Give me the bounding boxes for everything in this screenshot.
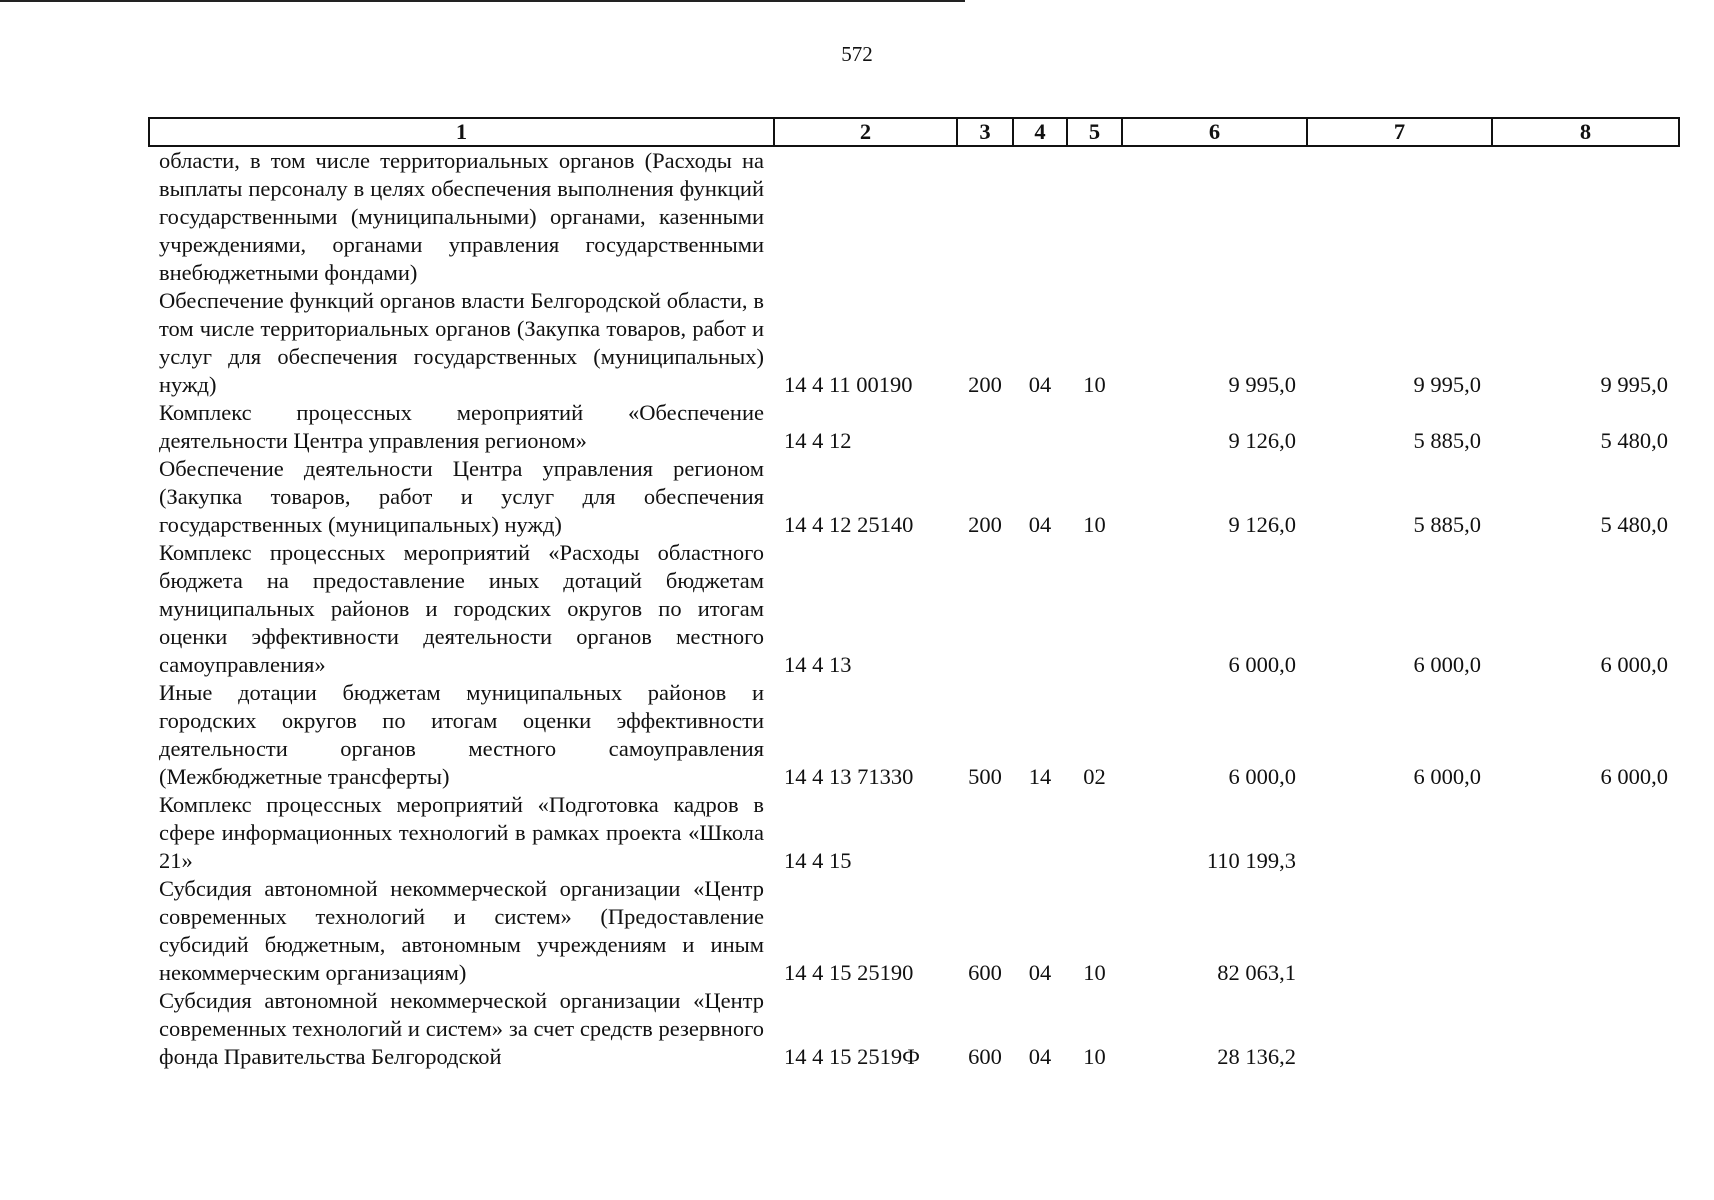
table-row [149,791,1679,875]
budget-table [148,117,1680,1071]
row-col-5: 10 [1083,372,1106,397]
row-col-5: 10 [1083,960,1106,985]
row-col-3 [957,399,1013,455]
page-number: 572 [841,42,873,66]
row-col-7: 5 885,0 [1413,428,1481,453]
row-name: Субсидия автономной некоммерческой организации «Центр современных технологий и систем» за счет средств резервного фонда Правительства Белгородской [159,988,764,1069]
row-col-5: 02 [1083,764,1106,789]
row-col-6 [1122,146,1307,287]
row-col-3: 200 [968,512,1002,537]
row-code: 14 4 11 00190 [784,372,913,397]
row-col-6: 9 995,0 [1228,372,1296,397]
table-row [149,679,1679,791]
row-col-5: 10 [1083,512,1106,537]
header-col-7: 7 [1307,118,1492,146]
header-col-6: 6 [1122,118,1307,146]
header-row [149,118,1679,146]
row-col-4: 04 [1028,960,1052,985]
row-code: 14 4 13 [784,652,852,677]
header-col-4: 4 [1013,118,1067,146]
row-col-7: 5 885,0 [1413,512,1481,537]
row-col-4: 04 [1028,512,1052,537]
row-name: Субсидия автономной некоммерческой организации «Центр современных технологий и систем» (Предоставление субсидий бюджетным, автономным учреждениям и иным некоммерческим организациям) [159,876,764,985]
header-col-5: 5 [1067,118,1122,146]
row-col-7: 6 000,0 [1413,764,1481,789]
row-name: Обеспечение деятельности Центра управления регионом (Закупка товаров, работ и услуг для обеспечения государственных (муниципальных) нужд) [159,456,764,537]
row-col-4 [1013,399,1067,455]
row-col-3 [957,539,1013,679]
row-col-7: 6 000,0 [1413,652,1481,677]
row-col-7 [1307,146,1492,287]
table-row [149,539,1679,679]
row-col-6: 6 000,0 [1228,652,1296,677]
table-row [149,287,1679,399]
row-col-4 [1013,791,1067,875]
header-col-2: 2 [774,118,957,146]
row-col-7 [1307,875,1492,987]
header-col-3: 3 [957,118,1013,146]
row-col-6: 6 000,0 [1228,764,1296,789]
row-code: 14 4 12 25140 [784,512,914,537]
row-col-7 [1307,987,1492,1071]
header-col-1: 1 [149,118,774,146]
row-name: Иные дотации бюджетам муниципальных районов и городских округов по итогам оценки эффективности деятельности органов местного самоуправления (Межбюджетные трансферты) [159,680,764,789]
row-name: Комплекс процессных мероприятий «Расходы областного бюджета на предоставление иных дотаций бюджетам муниципальных районов и городских округов по итогам оценки эффективности деятельности органов местного самоуправления» [159,540,764,677]
row-col-5 [1067,399,1122,455]
header-col-8: 8 [1492,118,1679,146]
row-col-6: 9 126,0 [1228,512,1296,537]
row-col-8 [1492,875,1679,987]
row-name: Комплекс процессных мероприятий «Подготовка кадров в сфере информационных технологий в рамках проекта «Школа 21» [159,792,764,873]
table-row [149,987,1679,1071]
row-code: 14 4 13 71330 [784,764,914,789]
row-col-4: 14 [1028,764,1052,789]
row-name: Комплекс процессных мероприятий «Обеспечение деятельности Центра управления регионом» [159,400,764,453]
row-col-8: 6 000,0 [1600,652,1668,677]
row-col-4: 04 [1028,372,1052,397]
top-rule [0,0,965,2]
row-col-8: 5 480,0 [1600,512,1668,537]
row-col-3: 600 [968,960,1002,985]
row-col-3: 200 [968,372,1002,397]
row-col-7: 9 995,0 [1413,372,1481,397]
row-code: 14 4 15 [784,848,852,873]
row-code [774,146,957,287]
table-row [149,399,1679,455]
row-col-8: 5 480,0 [1600,428,1668,453]
table-row [149,875,1679,987]
row-col-5 [1067,539,1122,679]
row-col-3: 600 [968,1044,1002,1069]
row-code: 14 4 15 2519Ф [784,1044,920,1069]
row-col-8 [1492,987,1679,1071]
row-col-4 [1013,146,1067,287]
row-col-4 [1013,539,1067,679]
row-col-8 [1492,791,1679,875]
row-name: Обеспечение функций органов власти Белгородской области, в том числе территориальных органов (Закупка товаров, работ и услуг для обеспечения государственных (муниципальных) нужд) [159,288,764,397]
row-name: области, в том числе территориальных органов (Расходы на выплаты персоналу в целях обеспечения выполнения функций государственными (муниципальными) органами, казенными учреждениями, органами управления государственными внебюджетными фондами) [159,148,764,285]
row-col-8 [1492,146,1679,287]
row-col-3 [957,146,1013,287]
table-row [149,146,1679,287]
row-col-7 [1307,791,1492,875]
row-col-8: 6 000,0 [1600,764,1668,789]
row-col-5 [1067,146,1122,287]
row-col-8: 9 995,0 [1600,372,1668,397]
row-code: 14 4 12 [784,428,852,453]
row-code: 14 4 15 25190 [784,960,914,985]
row-col-3: 500 [968,764,1002,789]
row-col-5 [1067,791,1122,875]
row-col-6: 28 136,2 [1217,1044,1296,1069]
row-col-4: 04 [1028,1044,1052,1069]
row-col-6: 9 126,0 [1228,428,1296,453]
table-row [149,455,1679,539]
row-col-6: 110 199,3 [1206,848,1296,873]
row-col-6: 82 063,1 [1217,960,1296,985]
row-col-5: 10 [1083,1044,1106,1069]
row-col-3 [957,791,1013,875]
